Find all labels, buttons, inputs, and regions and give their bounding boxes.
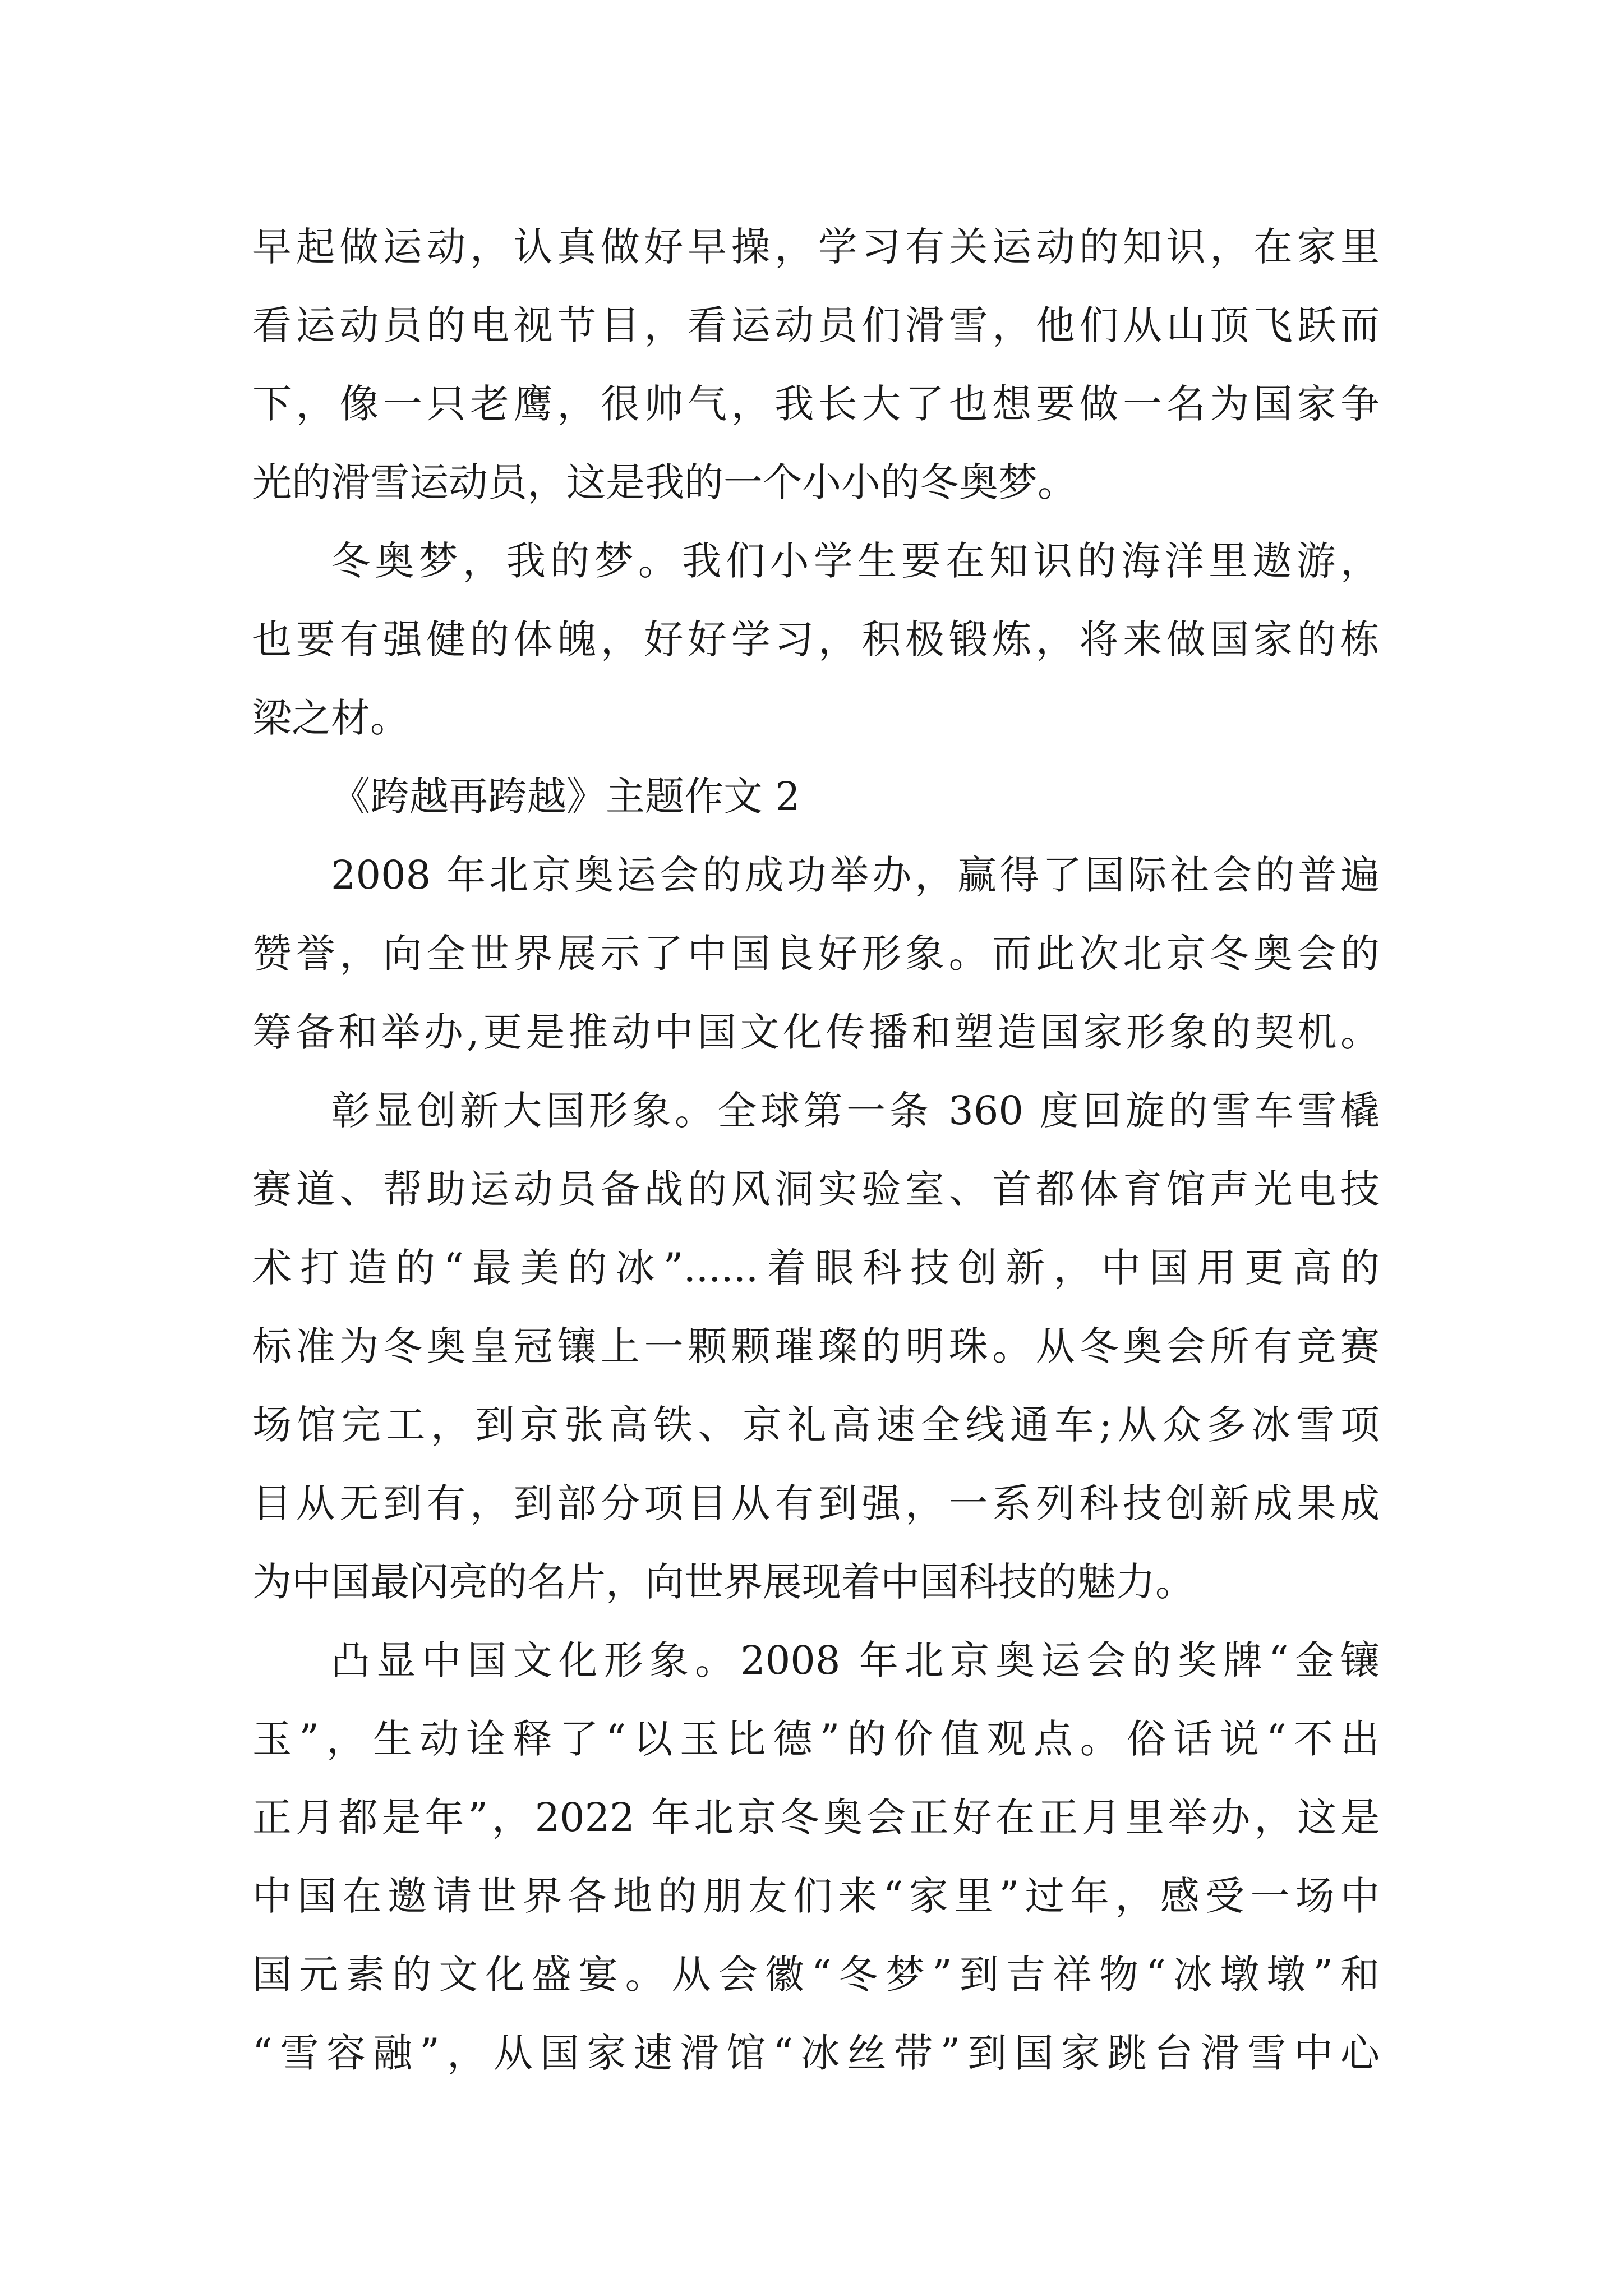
paragraph-4-line-7: 为中国最闪亮的名片，向世界展现着中国科技的魅力。 (252, 1559, 1195, 1605)
paragraph-5-line-5: 国元素的文化盛宴。从会徽“冬梦”到吉祥物“冰墩墩”和 (252, 1952, 1380, 1998)
paragraph-3-line-1: 2008 年北京奥运会的成功举办，赢得了国际社会的普遍 (331, 852, 1380, 898)
paragraph-4-line-3: 术打造的“最美的冰”......着眼科技创新，中国用更高的 (252, 1245, 1380, 1291)
paragraph-1-line-4: 光的滑雪运动员，这是我的一个小小的冬奥梦。 (252, 459, 1077, 505)
paragraph-4-line-2: 赛道、帮助运动员备战的风洞实验室、首都体育馆声光电技 (252, 1166, 1380, 1212)
paragraph-5-line-6: “雪容融”，从国家速滑馆“冰丝带”到国家跳台滑雪中心 (252, 2030, 1380, 2076)
section-title: 《跨越再跨越》主题作文 2 (331, 774, 800, 820)
paragraph-5-line-4: 中国在邀请世界各地的朋友们来“家里”过年，感受一场中 (252, 1873, 1380, 1919)
paragraph-2-line-1: 冬奥梦，我的梦。我们小学生要在知识的海洋里遨游， (331, 538, 1380, 584)
paragraph-5-line-2: 玉”，生动诠释了“以玉比德”的价值观点。俗话说“不出 (252, 1716, 1380, 1762)
paragraph-3-line-3: 筹备和举办,更是推动中国文化传播和塑造国家形象的契机。 (252, 1009, 1380, 1055)
paragraph-4-line-1: 彰显创新大国形象。全球第一条 360 度回旋的雪车雪橇 (331, 1088, 1380, 1134)
paragraph-4-line-6: 目从无到有，到部分项目从有到强，一系列科技创新成果成 (252, 1480, 1380, 1526)
paragraph-4-line-5: 场馆完工，到京张高铁、京礼高速全线通车;从众多冰雪项 (252, 1402, 1380, 1448)
paragraph-2-line-3: 梁之材。 (252, 695, 409, 741)
paragraph-1-line-2: 看运动员的电视节目，看运动员们滑雪，他们从山顶飞跃而 (252, 302, 1380, 348)
paragraph-2-line-2: 也要有强健的体魄，好好学习，积极锻炼，将来做国家的栋 (252, 616, 1380, 662)
paragraph-1-line-3: 下，像一只老鹰，很帅气，我长大了也想要做一名为国家争 (252, 381, 1380, 427)
paragraph-5-line-3: 正月都是年”，2022 年北京冬奥会正好在正月里举办，这是 (252, 1795, 1380, 1841)
paragraph-3-line-2: 赞誉，向全世界展示了中国良好形象。而此次北京冬奥会的 (252, 931, 1380, 977)
paragraph-5-line-1: 凸显中国文化形象。2008 年北京奥运会的奖牌“金镶 (331, 1637, 1380, 1683)
paragraph-4-line-4: 标准为冬奥皇冠镶上一颗颗璀璨的明珠。从冬奥会所有竞赛 (252, 1323, 1380, 1369)
paragraph-1-line-1: 早起做运动，认真做好早操，学习有关运动的知识，在家里 (252, 224, 1380, 270)
